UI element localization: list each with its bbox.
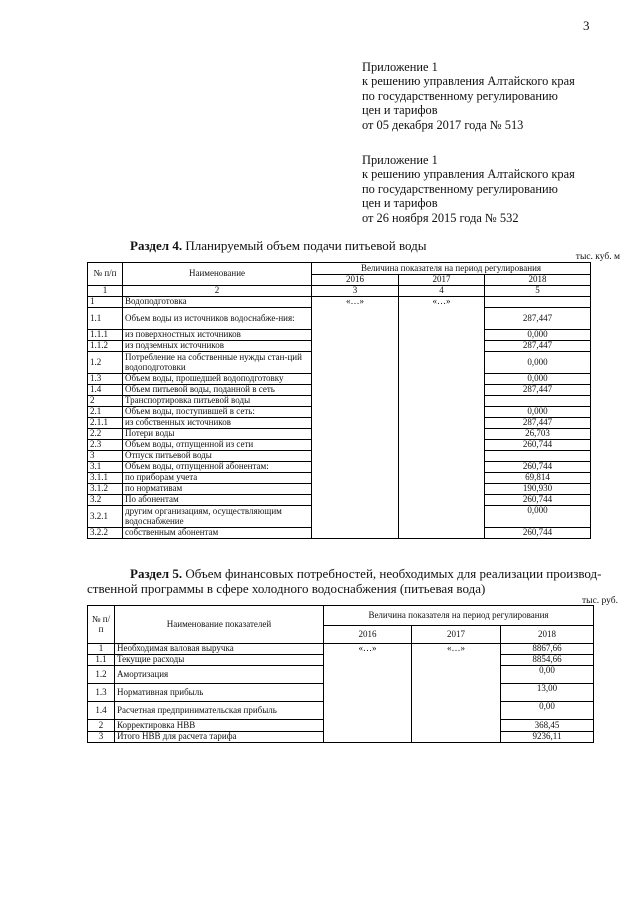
section5-table (87, 605, 594, 743)
column-number: 1 (88, 286, 123, 297)
row-value: 0,000 (485, 374, 591, 385)
section4-title (130, 238, 427, 253)
section4-table (87, 262, 591, 539)
row-num: 3.1 (88, 462, 123, 473)
section5-title (130, 566, 601, 581)
section4-title-number: Раздел 4. (130, 238, 183, 253)
row-value: 287,447 (485, 308, 591, 330)
value-2016-placeholder: «…» (312, 297, 399, 539)
row-name: Объем питьевой воды, поданной в сеть (123, 385, 312, 396)
column-number: 3 (312, 286, 399, 297)
row-value: 13,00 (501, 684, 594, 702)
row-num: 1.2 (88, 666, 115, 684)
row-num: 1 (88, 644, 115, 655)
header-num: № п/п (88, 263, 123, 286)
row-value: 69,814 (485, 473, 591, 484)
appendix-line: по государственному регулированию (362, 181, 558, 196)
row-value: 287,447 (485, 385, 591, 396)
row-value (485, 451, 591, 462)
row-value: 26,703 (485, 429, 591, 440)
row-name: Корректировка НВВ (115, 720, 324, 732)
row-num: 3.2.1 (88, 506, 123, 528)
row-name: Текущие расходы (115, 655, 324, 666)
row-value: 190,930 (485, 484, 591, 495)
appendix-line: от 26 ноября 2015 года № 532 (362, 210, 519, 225)
row-value: 0,000 (485, 506, 591, 528)
row-num: 3 (88, 451, 123, 462)
row-value: 8854,66 (501, 655, 594, 666)
header-year: 2016 (324, 626, 412, 644)
row-name: по приборам учета (123, 473, 312, 484)
row-value: 0,000 (485, 352, 591, 374)
row-value: 260,744 (485, 462, 591, 473)
row-value: 0,000 (485, 330, 591, 341)
appendix-current (362, 60, 575, 132)
row-value: 0,000 (485, 407, 591, 418)
row-name: Объем воды, прошедшей водоподготовку (123, 374, 312, 385)
row-name: из поверхностных источников (123, 330, 312, 341)
header-name: Наименование (123, 263, 312, 286)
row-name: Объем воды, отпущенной абонентам: (123, 462, 312, 473)
column-number: 5 (485, 286, 591, 297)
row-num: 1.1 (88, 308, 123, 330)
row-name: Расчетная предпринимательская прибыль (115, 702, 324, 720)
section5-title-line2: ственной программы в сфере холодного водоснабжения (питьевая вода) (87, 581, 486, 596)
row-num: 1.3 (88, 374, 123, 385)
row-value: 0,00 (501, 666, 594, 684)
value-2017-placeholder: «…» (412, 644, 501, 743)
row-name: Итого НВВ для расчета тарифа (115, 732, 324, 743)
appendix-line: по государственному регулированию (362, 88, 558, 103)
table-row (88, 644, 594, 655)
row-num: 3.2.2 (88, 528, 123, 539)
table-row (88, 297, 591, 308)
appendix-line: Приложение 1 (362, 153, 438, 167)
row-value: 0,00 (501, 702, 594, 720)
appendix-line: к решению управления Алтайского края (362, 167, 575, 182)
row-num: 2.1 (88, 407, 123, 418)
row-num: 1 (88, 297, 123, 308)
row-name: Потери воды (123, 429, 312, 440)
row-name: Потребление на собственные нужды стан-ций водоподготовки (123, 352, 312, 374)
row-name: Нормативная прибыль (115, 684, 324, 702)
row-name: из подземных источников (123, 341, 312, 352)
row-name: Объем воды из источников водоснабже-ния: (123, 308, 312, 330)
row-name: Амортизация (115, 666, 324, 684)
header-year: 2018 (485, 275, 591, 286)
appendix-line: цен и тарифов (362, 196, 438, 211)
header-num: № п/ п (88, 606, 115, 644)
row-num: 1.1.2 (88, 341, 123, 352)
section5-units: тыс. руб. (582, 596, 618, 606)
row-num: 1.1.1 (88, 330, 123, 341)
row-value: 260,744 (485, 495, 591, 506)
section5-title-number: Раздел 5. (130, 566, 183, 581)
header-year: 2018 (501, 626, 594, 644)
row-name: из собственных источников (123, 418, 312, 429)
row-value (485, 297, 591, 308)
row-name: Транспортировка питьевой воды (123, 396, 312, 407)
row-value: 287,447 (485, 341, 591, 352)
row-num: 1.1 (88, 655, 115, 666)
header-name: Наименование показателей (115, 606, 324, 644)
appendix-original (362, 153, 575, 225)
row-name: по нормативам (123, 484, 312, 495)
row-value: 9236,11 (501, 732, 594, 743)
row-num: 3.2 (88, 495, 123, 506)
row-num: 2.2 (88, 429, 123, 440)
row-num: 1.4 (88, 385, 123, 396)
header-period: Величина показателя на период регулирования (312, 263, 591, 275)
row-value: 8867,66 (501, 644, 594, 655)
section4-units: тыс. куб. м (575, 252, 620, 262)
row-num: 2 (88, 720, 115, 732)
column-number: 2 (123, 286, 312, 297)
row-name: Объем воды, отпущенной из сети (123, 440, 312, 451)
section5-title-text: Объем финансовых потребностей, необходимых для реализации производ- (182, 566, 602, 581)
row-name: По абонентам (123, 495, 312, 506)
appendix-line: цен и тарифов (362, 103, 438, 118)
header-period: Величина показателя на период регулирования (324, 606, 594, 626)
appendix-line: от 05 декабря 2017 года № 513 (362, 117, 524, 132)
row-num: 2.3 (88, 440, 123, 451)
row-num: 1.3 (88, 684, 115, 702)
row-num: 1.2 (88, 352, 123, 374)
row-name: собственным абонентам (123, 528, 312, 539)
row-name: Объем воды, поступившей в сеть: (123, 407, 312, 418)
row-value: 260,744 (485, 528, 591, 539)
row-num: 2 (88, 396, 123, 407)
row-value: 287,447 (485, 418, 591, 429)
row-value (485, 396, 591, 407)
row-num: 2.1.1 (88, 418, 123, 429)
row-name: Необходимая валовая выручка (115, 644, 324, 655)
row-value: 368,45 (501, 720, 594, 732)
row-num: 3.1.1 (88, 473, 123, 484)
appendix-line: Приложение 1 (362, 60, 438, 74)
appendix-line: к решению управления Алтайского края (362, 74, 575, 89)
header-year: 2016 (312, 275, 399, 286)
value-2016-placeholder: «…» (324, 644, 412, 743)
section4-title-text: Планируемый объем подачи питьевой воды (182, 238, 427, 253)
row-num: 3 (88, 732, 115, 743)
value-2017-placeholder: «…» (399, 297, 485, 539)
row-name: другим организациям, осуществляющим водоснабжение (123, 506, 312, 528)
column-number: 4 (399, 286, 485, 297)
row-name: Водоподготовка (123, 297, 312, 308)
page-number: 3 (583, 18, 590, 33)
row-name: Отпуск питьевой воды (123, 451, 312, 462)
row-num: 3.1.2 (88, 484, 123, 495)
row-num: 1.4 (88, 702, 115, 720)
row-value: 260,744 (485, 440, 591, 451)
header-year: 2017 (399, 275, 485, 286)
header-year: 2017 (412, 626, 501, 644)
